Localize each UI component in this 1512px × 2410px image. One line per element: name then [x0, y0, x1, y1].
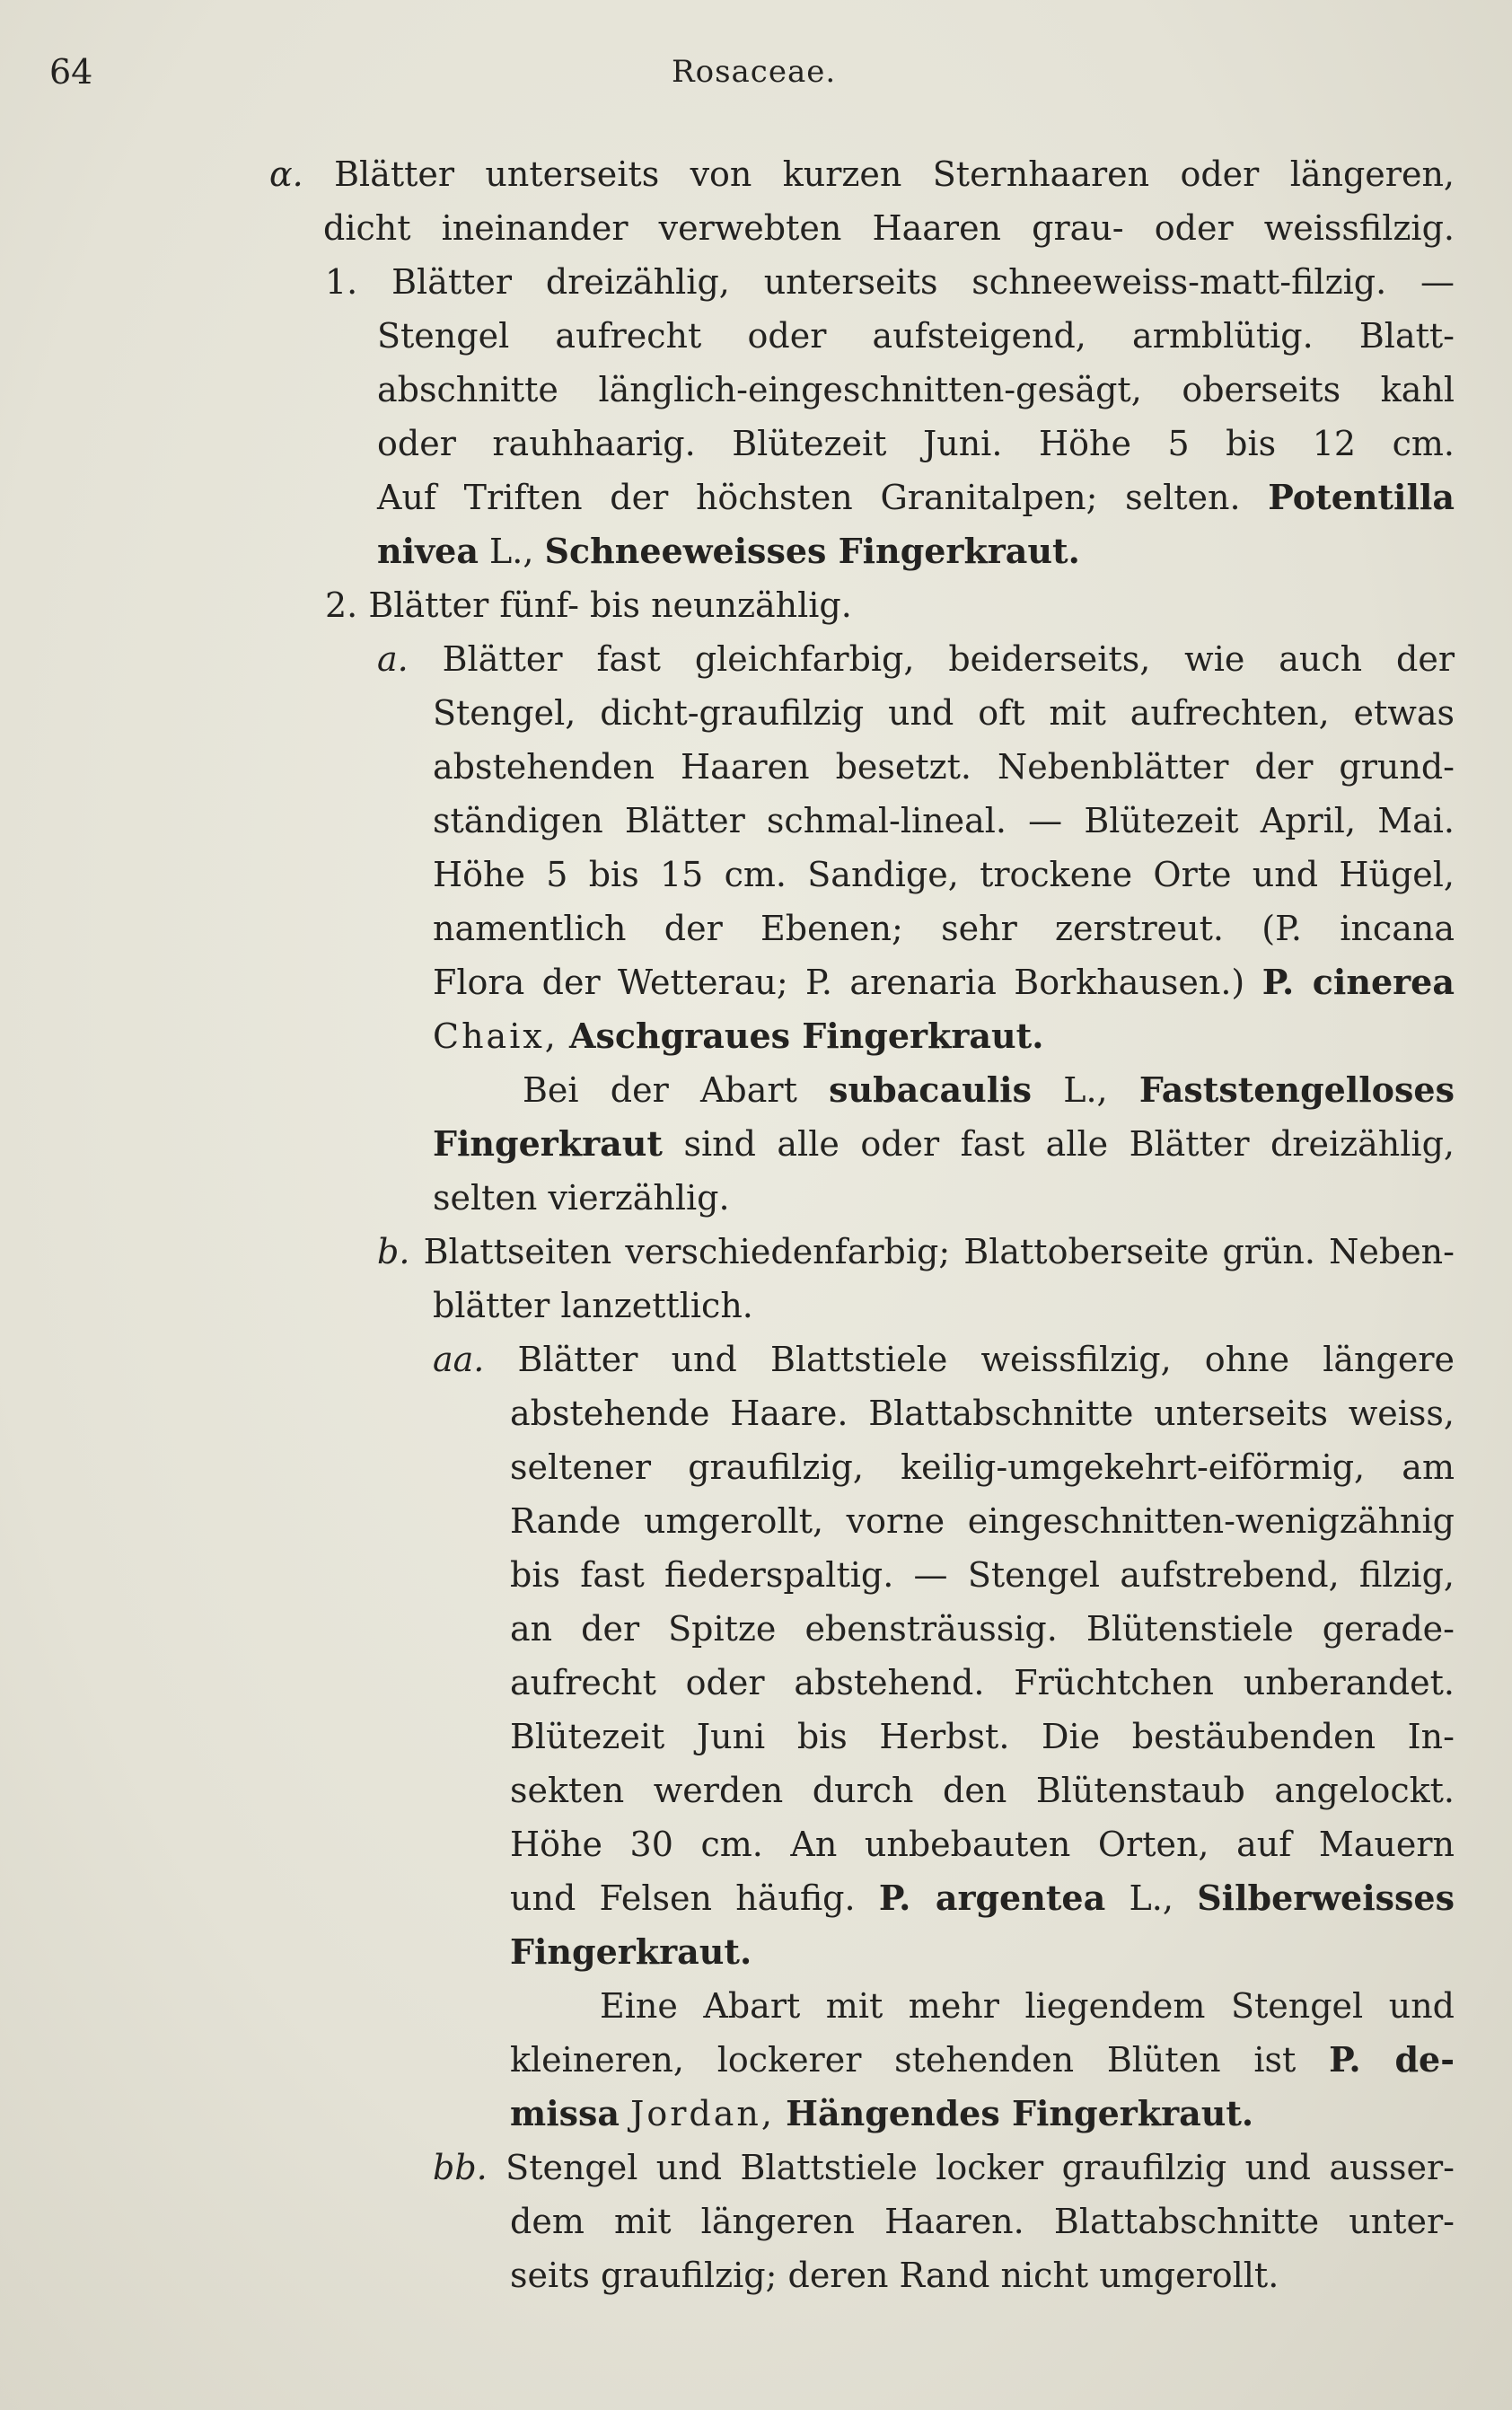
- common-name: Silberweisses: [1197, 1878, 1455, 1918]
- text-line: Stengel, dicht-graufilzig und oft mit aufrechten, etwas: [433, 693, 1455, 733]
- text-line: nivea L., Schneeweisses Fingerkraut.: [377, 531, 1080, 571]
- common-name: Fingerkraut: [433, 1123, 663, 1164]
- text-line: dicht ineinander verwebten Haaren grau- oder weissfilzig.: [323, 208, 1455, 248]
- text-line: aufrecht oder abstehend. Früchtchen unberandet.: [510, 1663, 1455, 1702]
- text-line: a. Blätter fast gleichfarbig, beiderseits, wie auch der: [377, 639, 1455, 679]
- text-line: seltener graufilzig, keilig-umgekehrt-eiförmig, am: [510, 1447, 1455, 1487]
- species-name: Potentilla: [1268, 477, 1455, 517]
- text-line: und Felsen häufig. P. argentea L., Silberweisses: [510, 1878, 1455, 1918]
- text-line: b. Blattseiten verschiedenfarbig; Blattoberseite grün. Neben-: [377, 1232, 1455, 1271]
- text-line: Flora der Wetterau; P. arenaria Borkhausen.) P. cinerea: [433, 962, 1455, 1002]
- text-line: α. Blätter unterseits von kurzen Sternhaaren oder längeren,: [269, 154, 1455, 194]
- text-line: Höhe 30 cm. An unbebauten Orten, auf Mauern: [510, 1825, 1455, 1864]
- text-line: sekten werden durch den Blütenstaub angelockt.: [510, 1771, 1455, 1810]
- text-line: oder rauhhaarig. Blütezeit Juni. Höhe 5 bis 12 cm.: [377, 424, 1455, 463]
- common-name: Schneeweisses Fingerkraut.: [544, 531, 1080, 571]
- species-name: P. argentea: [878, 1878, 1106, 1918]
- text-line: 1. Blätter dreizählig, unterseits schneeweiss-matt-filzig. —: [325, 262, 1455, 302]
- species-name: P. de-: [1329, 2039, 1455, 2080]
- text-line: Stengel aufrecht oder aufsteigend, armblütig. Blatt-: [377, 316, 1455, 356]
- variety-name: subacaulis: [829, 1069, 1032, 1110]
- page-number: 64: [49, 52, 93, 92]
- text-line: an der Spitze ebensträussig. Blütenstiele gerade-: [510, 1609, 1455, 1649]
- text-line: seits graufilzig; deren Rand nicht umgerollt.: [510, 2256, 1279, 2295]
- text-line: abschnitte länglich-eingeschnitten-gesägt, oberseits kahl: [377, 370, 1455, 409]
- species-name: nivea: [377, 531, 479, 571]
- text-line: Blütezeit Juni bis Herbst. Die bestäubenden In-: [510, 1717, 1455, 1756]
- text-line: selten vierzählig.: [433, 1178, 730, 1218]
- page-header: [0, 52, 1512, 106]
- text-line: Eine Abart mit mehr liegendem Stengel und: [600, 1986, 1455, 2026]
- list-marker: a.: [377, 639, 409, 679]
- text-line: bis fast fiederspaltig. — Stengel aufstrebend, filzig,: [510, 1555, 1455, 1595]
- species-name: missa: [510, 2093, 620, 2133]
- text-line: bb. Stengel und Blattstiele locker graufilzig und ausser-: [433, 2148, 1455, 2187]
- text-line: namentlich der Ebenen; sehr zerstreut. (P. incana: [433, 909, 1455, 948]
- text-line: kleineren, lockerer stehenden Blüten ist P. de-: [510, 2039, 1455, 2080]
- text-line: blätter lanzettlich.: [433, 1286, 753, 1325]
- text-line: missa Jordan, Hängendes Fingerkraut.: [510, 2093, 1254, 2133]
- text-line: Chaix, Aschgraues Fingerkraut.: [433, 1016, 1044, 1056]
- text-line: aa. Blätter und Blattstiele weissfilzig, ohne längere: [433, 1340, 1455, 1379]
- list-marker: 2.: [325, 585, 358, 625]
- text-line: Rande umgerollt, vorne eingeschnitten-wenigzähnig: [510, 1501, 1455, 1541]
- text-line: Höhe 5 bis 15 cm. Sandige, trockene Orte und Hügel,: [433, 855, 1455, 894]
- species-name: P. cinerea: [1261, 962, 1455, 1002]
- list-marker: 1.: [325, 262, 358, 302]
- text-line: ständigen Blätter schmal-lineal. — Blütezeit April, Mai.: [433, 801, 1455, 840]
- list-marker: α.: [269, 154, 303, 194]
- text-line: [510, 1925, 1455, 1979]
- text-line: abstehende Haare. Blattabschnitte unterseits weiss,: [510, 1394, 1455, 1433]
- text-line: Fingerkraut sind alle oder fast alle Blätter dreizählig,: [433, 1123, 1455, 1164]
- common-name: Fingerkraut.: [510, 1931, 752, 1972]
- common-name: Hängendes Fingerkraut.: [786, 2093, 1254, 2133]
- text-line: abstehenden Haaren besetzt. Nebenblätter der grund-: [433, 747, 1455, 787]
- text-line: dem mit längeren Haaren. Blattabschnitte unter-: [510, 2202, 1455, 2241]
- common-name: Aschgraues Fingerkraut.: [568, 1016, 1044, 1056]
- list-marker: b.: [377, 1232, 410, 1271]
- list-marker: bb.: [433, 2148, 488, 2187]
- list-marker: aa.: [433, 1340, 485, 1379]
- running-head: Rosaceae.: [672, 54, 837, 90]
- text-line: 2. Blätter fünf- bis neunzählig.: [325, 585, 852, 625]
- text-line: Bei der Abart subacaulis L., Faststengelloses: [523, 1069, 1455, 1110]
- common-name: Faststengelloses: [1138, 1069, 1455, 1110]
- text-line: Auf Triften der höchsten Granitalpen; selten. Potentilla: [377, 477, 1455, 517]
